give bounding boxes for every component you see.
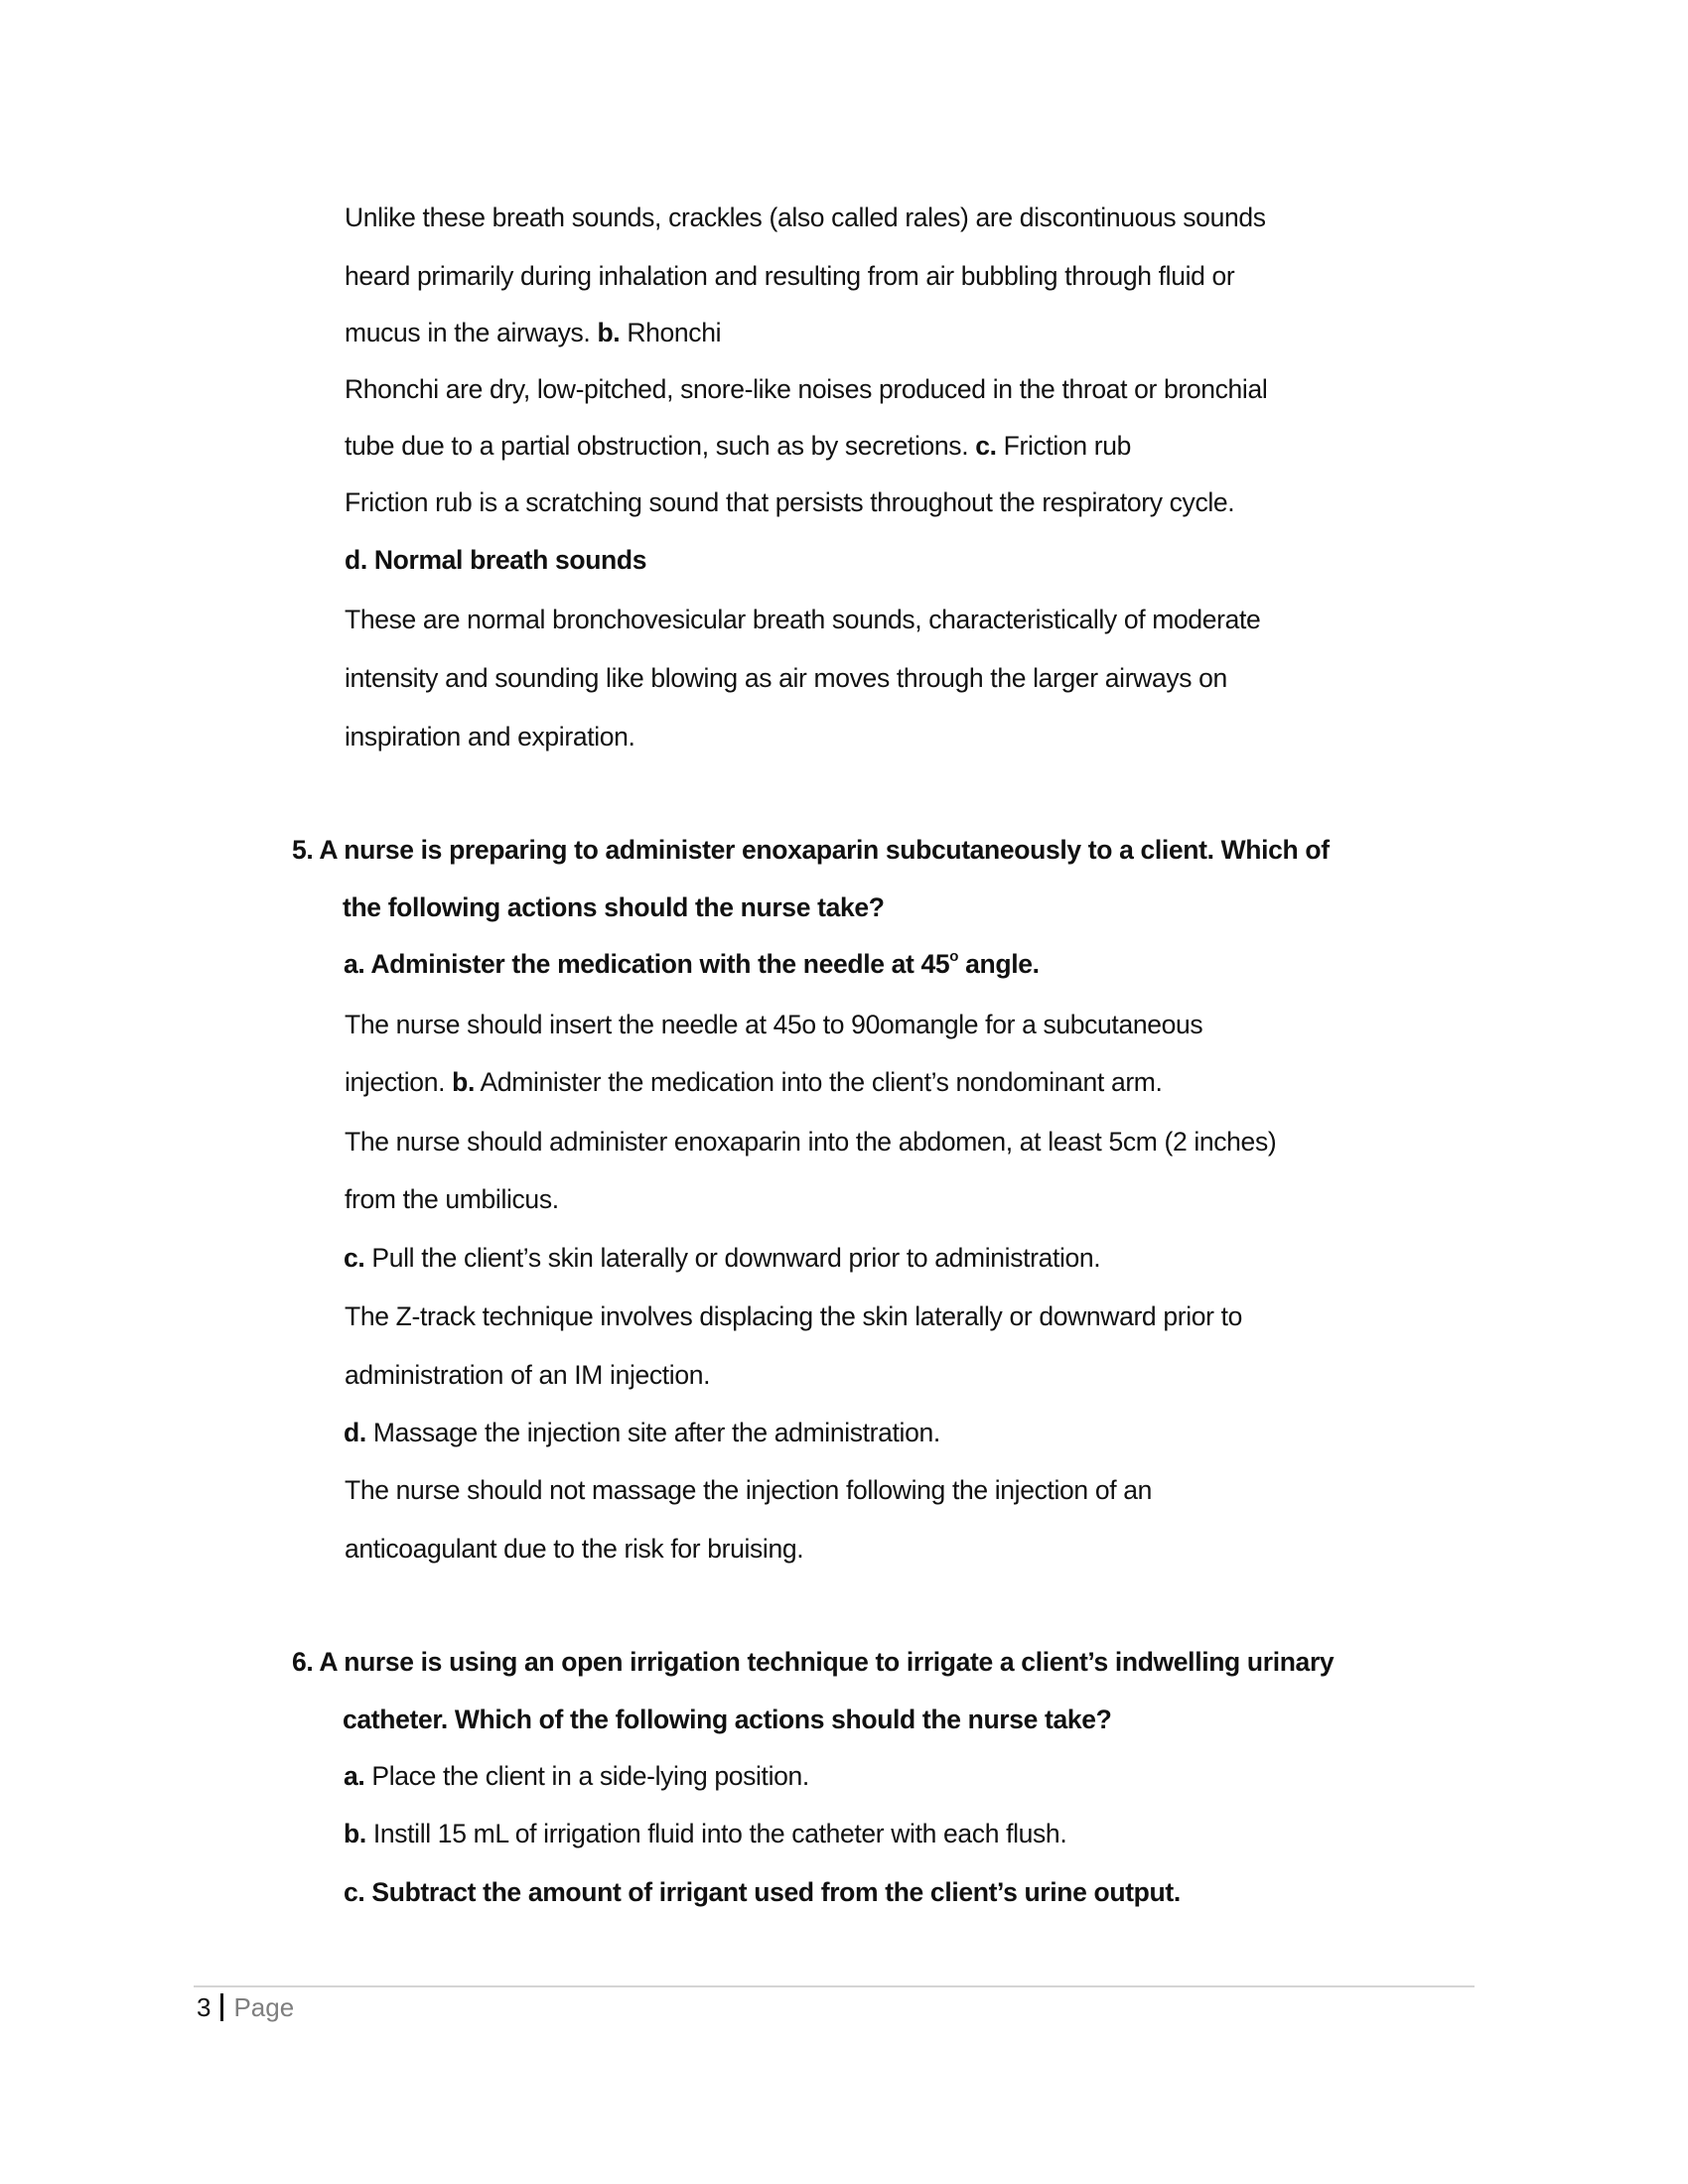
text-line (345, 429, 1131, 463)
text-run: inspiration and expiration. (345, 722, 635, 751)
text-run: The nurse should insert the needle at 45o to 90omangle for a subcutaneous (345, 1010, 1203, 1039)
text-run: Pull the client’s skin laterally or downward prior to administration. (364, 1243, 1101, 1273)
text-run: Unlike these breath sounds, crackles (also called rales) are discontinuous sounds (345, 203, 1266, 232)
text-line (345, 259, 1234, 293)
bold-text: o (949, 948, 959, 965)
text-line (345, 1358, 710, 1392)
text-line (345, 201, 1266, 234)
text-line (344, 1817, 1066, 1850)
text-line (344, 1875, 1181, 1909)
text-line (345, 1065, 1163, 1099)
text-run: injection. (345, 1067, 453, 1097)
text-line (345, 1182, 559, 1216)
text-run: The nurse should administer enoxaparin into the abdomen, at least 5cm (2 inches) (345, 1127, 1277, 1157)
text-run: The nurse should not massage the injection following the injection of an (345, 1475, 1153, 1505)
bold-text: c. (975, 431, 997, 461)
text-run: Rhonchi (620, 318, 722, 347)
text-line (292, 1645, 1334, 1679)
text-line (345, 316, 721, 349)
bold-text: a. (344, 1761, 365, 1791)
text-line (343, 890, 885, 924)
text-run: from the umbilicus. (345, 1184, 559, 1214)
text-line (345, 1473, 1152, 1507)
bold-text: b. (452, 1067, 475, 1097)
text-run: mucus in the airways. (345, 318, 598, 347)
page-label: Page (233, 1992, 295, 2022)
text-run: Friction rub is a scratching sound that persists throughout the respiratory cycle. (345, 487, 1235, 517)
text-run: The Z-track technique involves displacing the skin laterally or downward prior to (345, 1301, 1243, 1331)
text-run: Massage the injection site after the administration. (365, 1418, 940, 1447)
text-line (345, 372, 1267, 406)
text-run: Administer the medication into the client’s nondominant arm. (474, 1067, 1163, 1097)
text-run: intensity and sounding like blowing as air moves through the larger airways on (345, 663, 1227, 693)
text-run: administration of an IM injection. (345, 1360, 711, 1390)
bold-text: d. (344, 1418, 366, 1447)
bold-text: angle. (958, 949, 1040, 979)
bold-text: b. (597, 318, 621, 347)
text-line (344, 1241, 1100, 1275)
bold-text: 6. A nurse is using an open irrigation technique to irrigate a client’s indwelling urinary (292, 1647, 1335, 1677)
bold-text: d. Normal breath sounds (345, 545, 647, 575)
footer-divider (194, 1985, 1475, 1987)
bold-text: b. (344, 1819, 366, 1848)
text-run: heard primarily during inhalation and resulting from air bubbling through fluid or (345, 261, 1235, 291)
text-line (345, 720, 635, 753)
text-line (344, 1759, 809, 1793)
text-run: Rhonchi are dry, low-pitched, snore-like noises produced in the throat or bronchial (345, 374, 1268, 404)
text-run: Place the client in a side-lying position. (364, 1761, 809, 1791)
text-line (345, 661, 1227, 695)
bold-text: a. Administer the medication with the needle at 45 (344, 949, 950, 979)
text-line (345, 1532, 803, 1566)
text-line (292, 833, 1330, 867)
text-line (344, 947, 1040, 981)
text-line (345, 1299, 1242, 1333)
text-run: anticoagulant due to the risk for bruising. (345, 1534, 804, 1564)
bold-text: the following actions should the nurse take? (343, 892, 885, 922)
text-line (345, 1008, 1202, 1041)
text-line (345, 485, 1234, 519)
text-run: Instill 15 mL of irrigation fluid into the catheter with each flush. (365, 1819, 1067, 1848)
footer-separator (220, 1993, 223, 2021)
bold-text: catheter. Which of the following actions should the nurse take? (343, 1705, 1112, 1734)
text-line (343, 1703, 1112, 1736)
text-run: tube due to a partial obstruction, such as by secretions. (345, 431, 976, 461)
text-line (345, 543, 646, 577)
text-run: These are normal bronchovesicular breath sounds, characteristically of moderate (345, 605, 1261, 634)
page-footer (197, 1990, 294, 2024)
text-line (345, 603, 1260, 636)
text-line (345, 1125, 1276, 1159)
bold-text: c. Subtract the amount of irrigant used from the client’s urine output. (344, 1877, 1181, 1907)
bold-text: c. (344, 1243, 365, 1273)
text-line (344, 1416, 940, 1449)
page-number: 3 (197, 1992, 211, 2022)
text-run: Friction rub (996, 431, 1131, 461)
bold-text: 5. A nurse is preparing to administer enoxaparin subcutaneously to a client. Which of (292, 835, 1330, 865)
